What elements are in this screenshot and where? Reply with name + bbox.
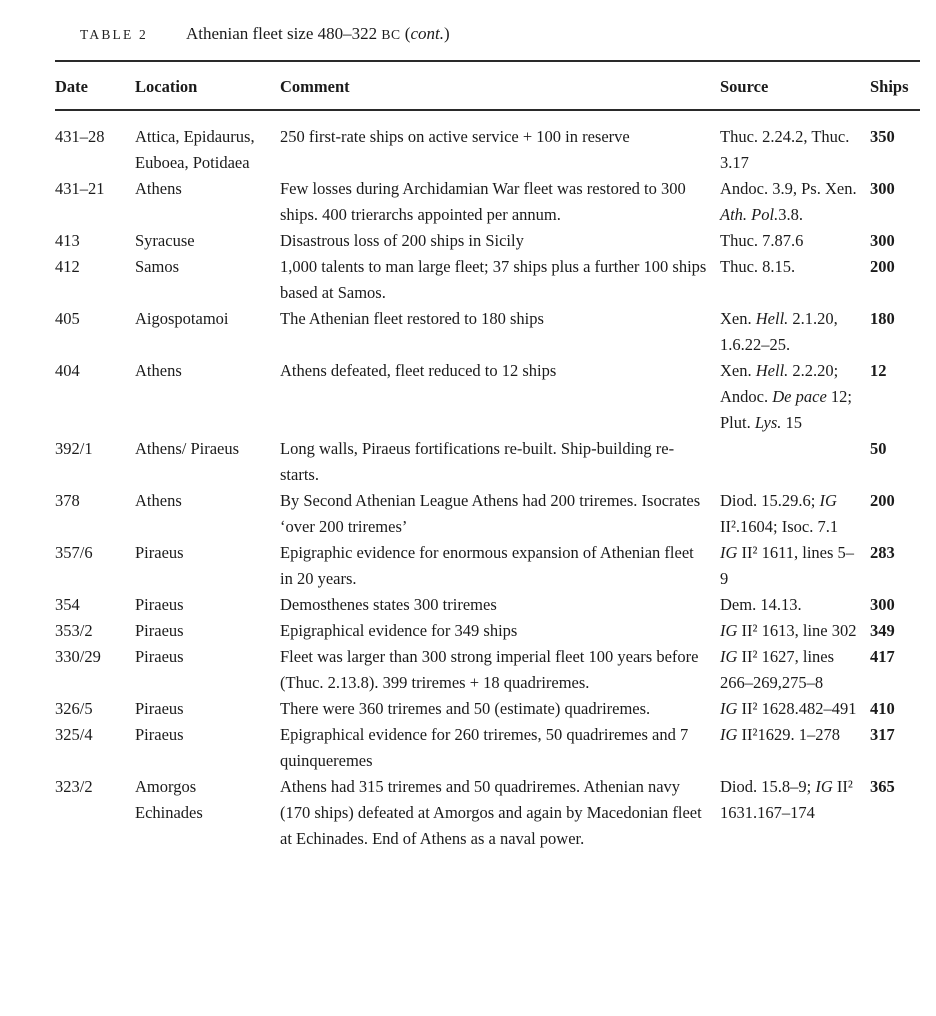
cell-ships: 300 (870, 179, 895, 198)
cell-ships: 417 (870, 647, 895, 666)
table-row (55, 110, 920, 176)
cell-source: Andoc. 3.9, Ps. Xen. Ath. Pol.3.8. (720, 179, 857, 224)
cell-location: Athens (135, 361, 182, 380)
cell-ships: 317 (870, 725, 895, 744)
cell-comment: Epigraphical evidence for 260 triremes, 50 quadriremes and 7 quinqueremes (280, 725, 689, 770)
column-header-ships: Ships (870, 61, 920, 110)
cell-source: Xen. Hell. 2.1.20, 1.6.22–25. (720, 309, 838, 354)
cell-comment: Demosthenes states 300 triremes (280, 595, 497, 614)
column-header-location: Location (135, 61, 280, 110)
cell-source: Thuc. 8.15. (720, 257, 796, 276)
cell-comment: Disastrous loss of 200 ships in Sicily (280, 231, 524, 250)
cell-date: 330/29 (55, 647, 101, 666)
cell-source: Xen. Hell. 2.2.20; Andoc. De pace 12; Plut. Lys. 15 (720, 361, 852, 432)
cell-date: 354 (55, 595, 80, 614)
table-row (55, 254, 920, 306)
table-row (55, 774, 920, 852)
cell-date: 392/1 (55, 439, 93, 458)
cell-ships: 300 (870, 595, 895, 614)
cell-date: 431–28 (55, 127, 105, 146)
cell-location: Piraeus (135, 725, 184, 744)
cell-source: IG II²1629. 1–278 (720, 725, 840, 744)
cell-date: 431–21 (55, 179, 105, 198)
table-caption (55, 22, 920, 60)
cell-location: Piraeus (135, 699, 184, 718)
table-row (55, 228, 920, 254)
cell-ships: 300 (870, 231, 895, 250)
cell-location: Athens (135, 491, 182, 510)
cell-source: IG II² 1611, lines 5–9 (720, 543, 855, 588)
cell-date: 404 (55, 361, 80, 380)
cell-source: IG II² 1627, lines 266–269,275–8 (720, 647, 835, 692)
table-row (55, 488, 920, 540)
cell-source: IG II² 1628.482–491 (720, 699, 857, 718)
cell-location: Samos (135, 257, 180, 276)
cell-location: Athens/ Piraeus (135, 439, 240, 458)
table-row (55, 644, 920, 696)
cell-comment: Long walls, Piraeus fortifications re-built. Ship-building re-starts. (280, 439, 675, 484)
cell-date: 405 (55, 309, 80, 328)
cell-location: Piraeus (135, 543, 184, 562)
cell-location: Amorgos Echinades (135, 777, 203, 822)
cell-date: 323/2 (55, 777, 93, 796)
fleet-table (55, 60, 920, 852)
cell-ships: 283 (870, 543, 895, 562)
cell-location: Syracuse (135, 231, 195, 250)
cell-date: 378 (55, 491, 80, 510)
cell-ships: 50 (870, 439, 887, 458)
cell-comment: Fleet was larger than 300 strong imperial fleet 100 years before (Thuc. 2.13.8). 399 triremes + 18 quadriremes. (280, 647, 699, 692)
table-title: Athenian fleet size 480–322 BC (cont.) (185, 24, 450, 43)
table-row (55, 436, 920, 488)
cell-source: Diod. 15.8–9; IG II² 1631.167–174 (720, 777, 853, 822)
cell-date: 412 (55, 257, 80, 276)
column-header-date: Date (55, 61, 135, 110)
cell-ships: 180 (870, 309, 895, 328)
cell-date: 325/4 (55, 725, 93, 744)
table-number: TABLE 2 (80, 27, 148, 42)
cell-date: 326/5 (55, 699, 93, 718)
cell-date: 357/6 (55, 543, 93, 562)
table-row (55, 306, 920, 358)
table-row (55, 696, 920, 722)
table-row (55, 358, 920, 436)
cell-ships: 349 (870, 621, 895, 640)
fleet-table-header (55, 61, 920, 110)
cell-source: Thuc. 2.24.2, Thuc. 3.17 (720, 127, 850, 172)
cell-source: Dem. 14.13. (720, 595, 802, 614)
table-row (55, 176, 920, 228)
cell-ships: 200 (870, 257, 895, 276)
table-row (55, 618, 920, 644)
cell-comment: Athens had 315 triremes and 50 quadriremes. Athenian navy (170 ships) defeated at Amorgos and again by Macedonian fleet at Echinades. End of Athens as a naval power. (280, 777, 702, 848)
fleet-table-body (55, 110, 920, 852)
cell-comment: 1,000 talents to man large fleet; 37 ships plus a further 100 ships based at Samos. (280, 257, 707, 302)
cell-source (720, 436, 870, 488)
cell-comment: There were 360 triremes and 50 (estimate) quadriremes. (280, 699, 651, 718)
cell-ships: 12 (870, 361, 887, 380)
cell-comment: Epigraphical evidence for 349 ships (280, 621, 518, 640)
cell-ships: 365 (870, 777, 895, 796)
header-row (55, 61, 920, 110)
table-row (55, 722, 920, 774)
table-row (55, 592, 920, 618)
cell-comment: Few losses during Archidamian War fleet was restored to 300 ships. 400 trierarchs appointed per annum. (280, 179, 686, 224)
cell-ships: 410 (870, 699, 895, 718)
cell-source: Thuc. 7.87.6 (720, 231, 804, 250)
cell-comment: The Athenian fleet restored to 180 ships (280, 309, 544, 328)
cell-date: 353/2 (55, 621, 93, 640)
cell-comment: 250 first-rate ships on active service + 100 in reserve (280, 127, 630, 146)
cell-location: Piraeus (135, 647, 184, 666)
cell-date: 413 (55, 231, 80, 250)
cell-source: Diod. 15.29.6; IG II².1604; Isoc. 7.1 (720, 491, 839, 536)
cell-location: Attica, Epidaurus, Euboea, Potidaea (135, 127, 255, 172)
cell-location: Piraeus (135, 595, 184, 614)
cell-comment: Athens defeated, fleet reduced to 12 ships (280, 361, 557, 380)
cell-comment: Epigraphic evidence for enormous expansion of Athenian fleet in 20 years. (280, 543, 694, 588)
table-row (55, 540, 920, 592)
column-header-source: Source (720, 61, 870, 110)
cell-comment: By Second Athenian League Athens had 200 triremes. Isocrates ‘over 200 triremes’ (280, 491, 701, 536)
cell-ships: 200 (870, 491, 895, 510)
column-header-comment: Comment (280, 61, 720, 110)
cell-ships: 350 (870, 127, 895, 146)
cell-location: Athens (135, 179, 182, 198)
cell-location: Aigospotamoi (135, 309, 229, 328)
cell-location: Piraeus (135, 621, 184, 640)
cell-source: IG II² 1613, line 302 (720, 621, 857, 640)
